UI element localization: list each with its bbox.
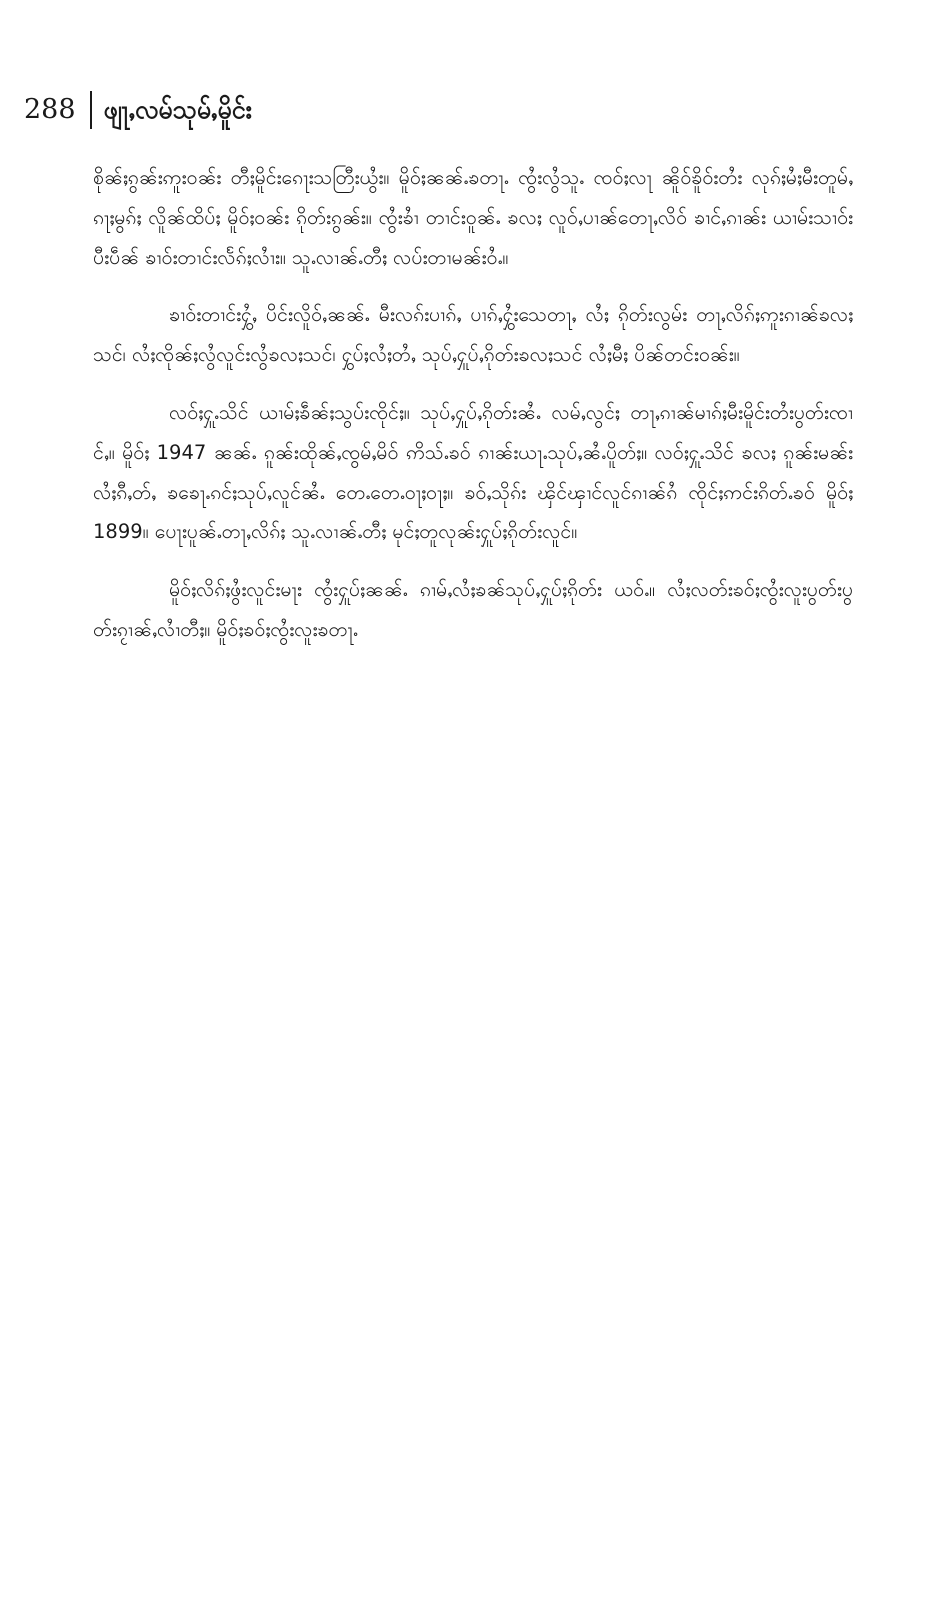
body-text	[93, 158, 853, 668]
running-header	[24, 88, 252, 132]
paragraph-4: မိူဝ်ႈလိၵ်ႈဖွႆးလူင်းမႃး ၸွႆးႁူပ်ႈၼၼ်ႉ ၵၢမ်ႇလႆႈၶၼ်သုပ်ႇႁူပ်ႈၵိုတ်း ယဝ်ႉ။ လႆႈလတ်းၶဝ်ႈၸွႆးလူးပွတ်းပွတ်းၵႂၢၼ်ႇလၢႆတီႈ။ မိူဝ်ႈၶဝ်ႈၸွႆးလူးၶတႃႉ	[93, 578, 853, 641]
paragraph-3: လဝ်ႈႁူႉသိင် ယၢမ်ႈၶဵၼ်ႈသွပ်းၸိုင်ႈ။ သုပ်ႇႁူပ်ႇၵိုတ်းၼႆႉ လမ်ႇလွင်ႈ တႃႇၵၢၼ်မၢၵ်ႈမီးမိူင်းတႆးပွတ်းၸၢင်ႇ။ မိူဝ်ႈ 1947 ၼၼ်ႉ ၵူၼ်းထိုၼ်ႇၸွမ်ႇမိဝ် ဢိသ်ႉၶဝ် ၵၢၼ်းယႃႉသုပ်ႇၼႆႉပိူတ်ႈ။ လဝ်ႈႁူႉသိင် ၶလႈ ၵူၼ်းမၼ်း လႆႈၵီႇတ်ႇ ၶၶေႃႉၵင်ႈသုပ်ႇလူင်ၼႆႉ တေႉတေႉဝႃႈဝႃႈ။ ၶဝ်ႇသိုၵ်း ၾိင်ၾၢင်လူင်ၵၢၼ်ၵႆ ၸိုင်ႈဢင်းၵိတ်ႉၶဝ် မိူဝ်ႈ 1899။ ပေႃးပူၼ်ႉတႃႇလိၵ်ႈ သူႉလၢၼ်ႉတီႈ မုင်ႈတူလုၼ်းႁူပ်ႈၵိုတ်းလူင်။	[93, 400, 853, 544]
book-title: ဖျႃႇလမ်သုမ်ႇမိူင်း	[103, 95, 252, 124]
header-divider	[90, 91, 92, 129]
page-number: 288	[24, 94, 76, 125]
paragraph-1: စိုၼ်ႈၵွၼ်းဢူးဝၼ်း တီႈမိူင်းၵေႃးသတြီးယွႆး။ မိူဝ်ႈၼၼ်ႉၶတႃႉ ၸွႆးလွႆသူႉ ၸဝ်ႈလႃ ၼိူဝ်ၶိူဝ်းတႆး လုၵ်ႈမႆႈမီးတူမ်ႇ ၵႃႈမွၵ်ႈ လိူၼ်ထိပ်ႈ မိူဝ်ႈဝၼ်း ၵိုတ်းၵွၼ်း။ ၸွႆးၶၢႆ တၢင်းဝူၼ်ႉ ၶလႈ လူဝ်ႇပၢၼ်တေႃႇလိဝ် ၶၢင်ႇၵၢၼ်း ယၢမ်းသၢဝ်းပီးပဵၼ် ၶၢဝ်းတၢင်းလႅၵ်ႈလၢႆး။ သူႉလၢၼ်ႉတီႈ လပ်းတၢမၼ်းဝႆႉ။	[93, 166, 853, 269]
paragraph-2: ၶၢဝ်းတၢင်းႁွႆႇ ပိင်းလိူဝ်ႇၼၼ်ႉ မီးလၵ်းပၢၵ်ႇ ပၢၵ်ႇႁွႆးသေတႃႇ လႆႈ ၵိုတ်းလွမ်း တႃႇလိၵ်ႈဢူးၵၢၼ်ၶလႈသင်၊ လႆႈၸိုၼ်ႈလွႆလူင်းလွႆၶလႈသင်၊ ႁွပ်ႈလႆႈတႆႇ သုပ်ႇႁူပ်ႇၵိုတ်းၶလႈသင် လႆႈမီႈ ပိၼ်တင်းဝၼ်း။	[93, 303, 853, 367]
